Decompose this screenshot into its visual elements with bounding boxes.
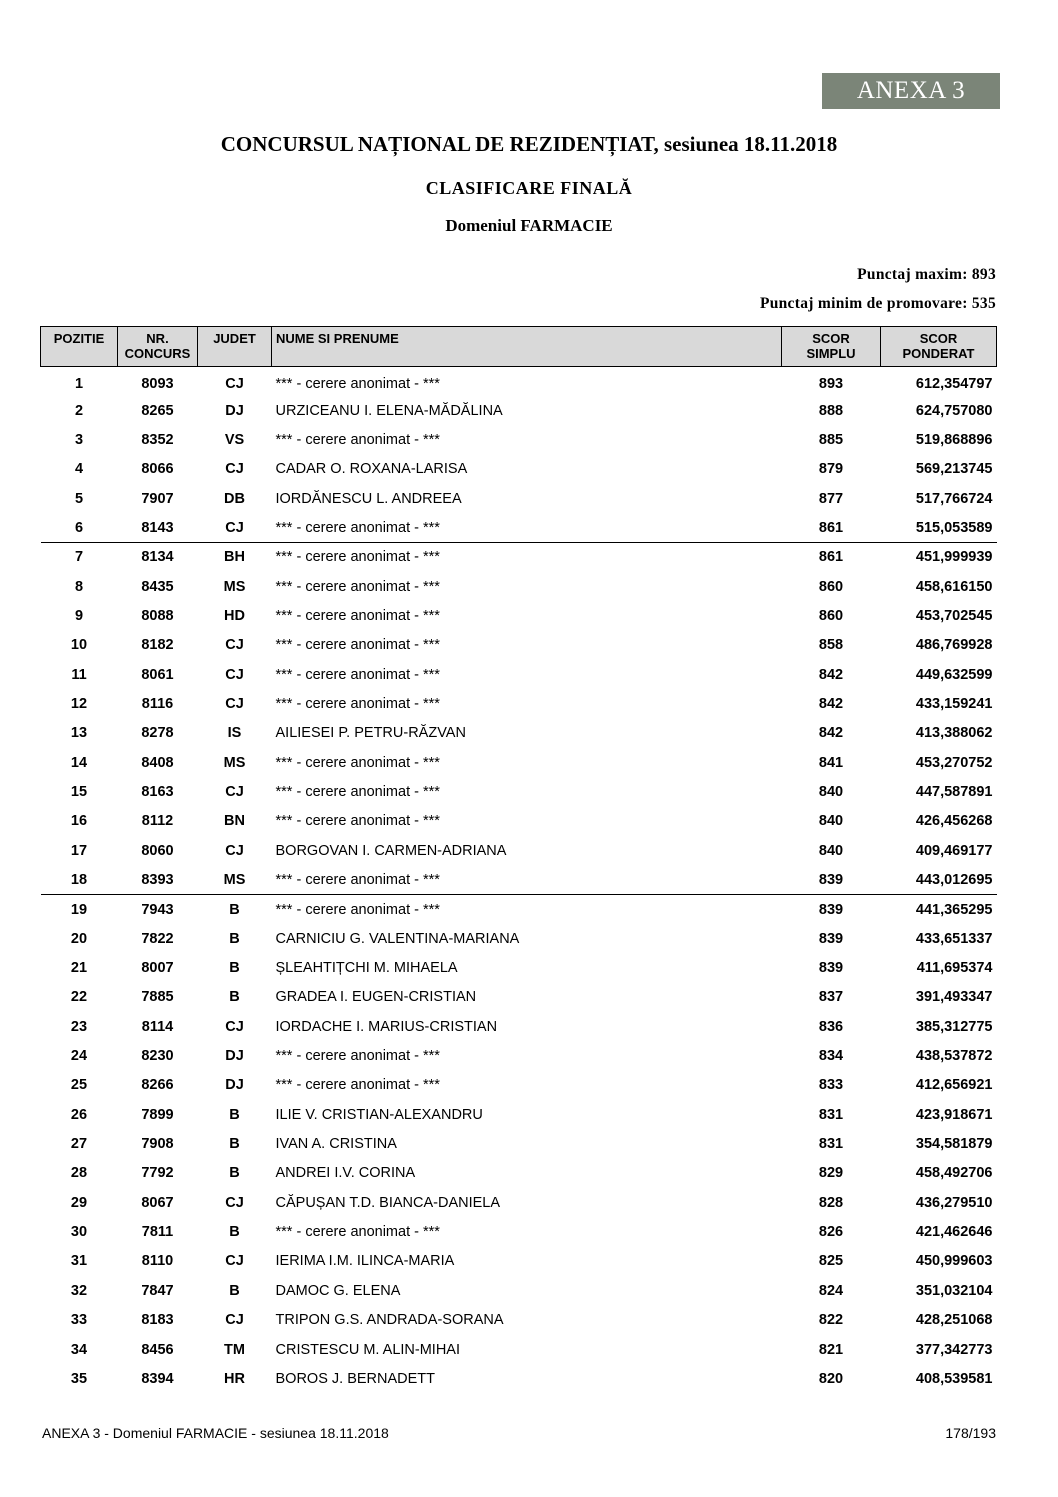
cell-position: 7 [41,543,118,572]
cell-scor-simplu: 836 [818,1018,844,1035]
cell-name: ILIE V. CRISTIAN-ALEXANDRU [275,1106,483,1123]
cell-nr-concurs: 8265 [141,402,174,419]
cell-nr-concurs: 8114 [141,1018,174,1035]
cell-scor-simplu: 861 [782,543,881,572]
cell-nr-concurs: 8093 [141,376,174,393]
cell-name: *** - cerere anonimat - *** [275,376,440,393]
table-row [41,660,997,689]
cell-position: 29 [70,1194,88,1211]
cell-nr-concurs: 8435 [141,578,174,595]
cell-scor-ponderat: 458,492706 [915,1165,993,1182]
cell-position: 9 [74,607,84,624]
table-row [41,1159,997,1188]
cell-judet: B [229,1165,240,1182]
cell-name: *** - cerere anonimat - *** [275,666,440,683]
cell-name: IERIMA I.M. ILINCA-MARIA [275,1253,455,1270]
cell-scor-ponderat: 423,918671 [915,1106,993,1123]
cell-scor-simplu: 860 [818,578,844,595]
cell-scor-simplu: 821 [818,1341,844,1358]
table-row [41,689,997,718]
cell-scor-simplu: 826 [818,1224,844,1241]
cell-judet: DJ [225,402,244,419]
table-row [41,1100,997,1129]
cell-judet: CJ [225,1312,244,1329]
cell-name: *** - cerere anonimat - *** [275,1077,440,1094]
cell-position: 27 [70,1136,88,1153]
cell-scor-simplu: 861 [818,519,844,536]
table-row [41,1276,997,1305]
cell-position: 3 [74,431,84,448]
cell-judet: BH [198,543,272,572]
cell-judet: B [229,1282,240,1299]
cell-scor-ponderat: 517,766724 [915,490,993,507]
cell-nr-concurs: 7943 [118,895,198,924]
cell-position: 32 [70,1282,88,1299]
cell-nr-concurs: 8066 [141,461,174,478]
cell-judet: CJ [225,519,244,536]
cell-scor-ponderat: 412,656921 [915,1077,993,1094]
cell-name: CADAR O. ROXANA-LARISA [275,461,468,478]
document-title: CONCURSUL NAȚIONAL DE REZIDENȚIAT, sesiunea 18.11.2018 [220,132,838,156]
cell-name: *** - cerere anonimat - *** [275,695,440,712]
min-passing-score: Punctaj minim de promovare: 535 [759,295,996,312]
table-row [41,1247,997,1276]
cell-name: *** - cerere anonimat - *** [275,578,440,595]
cell-nr-concurs: 8182 [141,637,174,654]
cell-name: *** - cerere anonimat - *** [272,543,782,572]
column-header-nume: NUME SI PRENUME [272,327,782,367]
table-header-row [41,327,997,367]
cell-position: 19 [41,895,118,924]
table-row [41,572,997,601]
cell-name: *** - cerere anonimat - *** [275,783,440,800]
cell-judet: TM [224,1341,245,1358]
cell-scor-simplu: 829 [818,1165,844,1182]
cell-judet: CJ [225,783,244,800]
cell-scor-ponderat: 449,632599 [915,666,993,683]
cell-scor-simplu: 837 [818,989,844,1006]
cell-nr-concurs: 8266 [141,1077,174,1094]
cell-nr-concurs: 8393 [141,871,174,888]
cell-judet: B [229,1136,240,1153]
cell-nr-concurs: 8060 [141,842,174,859]
cell-position: 14 [70,754,88,771]
cell-position: 33 [70,1312,88,1329]
table-row [41,1188,997,1217]
cell-name: AILIESEI P. PETRU-RĂZVAN [275,725,466,742]
cell-scor-simplu: 840 [818,813,844,830]
table-row [41,543,997,572]
cell-position: 28 [70,1165,88,1182]
cell-nr-concurs: 8230 [141,1048,174,1065]
cell-scor-simplu: 839 [818,871,844,888]
cell-nr-concurs: 7792 [141,1165,174,1182]
cell-position: 11 [71,666,87,683]
table-row [41,1217,997,1246]
cell-judet: B [229,960,240,977]
cell-scor-simplu: 888 [818,402,844,419]
cell-name: URZICEANU I. ELENA-MĂDĂLINA [275,402,503,419]
cell-nr-concurs: 8067 [141,1194,174,1211]
cell-judet: B [198,895,272,924]
cell-name: *** - cerere anonimat - *** [275,431,440,448]
cell-scor-simplu: 825 [818,1253,844,1270]
cell-name: ANDREI I.V. CORINA [275,1165,416,1182]
cell-position: 22 [70,989,88,1006]
cell-judet: CJ [225,1253,244,1270]
cell-scor-simplu: 833 [818,1077,844,1094]
page-number: 178/193 [945,1425,996,1441]
cell-judet: CJ [225,461,244,478]
cell-name: CĂPUȘAN T.D. BIANCA-DANIELA [275,1194,501,1211]
cell-position: 13 [70,725,88,742]
max-score: Punctaj maxim: 893 [857,266,996,283]
cell-scor-simplu: 885 [818,431,844,448]
cell-scor-ponderat: 453,702545 [915,607,993,624]
cell-position: 31 [70,1253,88,1270]
cell-nr-concurs: 8163 [141,783,174,800]
cell-position: 18 [70,871,88,888]
cell-position: 15 [70,783,88,800]
cell-nr-concurs: 7908 [141,1136,174,1153]
cell-scor-simplu: 820 [818,1370,844,1387]
cell-position: 26 [70,1106,88,1123]
cell-name: CRISTESCU M. ALIN-MIHAI [275,1341,460,1358]
cell-name: BOROS J. BERNADETT [275,1370,436,1387]
cell-name: GRADEA I. EUGEN-CRISTIAN [275,989,477,1006]
cell-scor-ponderat: 433,159241 [915,695,993,712]
table-row [41,513,997,542]
cell-name: *** - cerere anonimat - *** [275,637,440,654]
cell-judet: B [229,1224,240,1241]
cell-nr-concurs: 8394 [141,1370,174,1387]
cell-judet: MS [223,578,246,595]
cell-judet: CJ [225,637,244,654]
cell-name: DAMOC G. ELENA [275,1282,401,1299]
cell-nr-concurs: 7811 [141,1224,174,1241]
table-row [41,748,997,777]
cell-name: *** - cerere anonimat - *** [272,895,782,924]
document-subtitle: CLASIFICARE FINALĂ [425,178,633,198]
cell-scor-ponderat: 351,032104 [915,1282,993,1299]
cell-judet: BN [224,813,245,830]
cell-name: IVAN A. CRISTINA [275,1136,397,1153]
cell-scor-simplu: 858 [818,637,844,654]
cell-name: ȘLEAHTIȚCHI M. MIHAELA [275,960,458,977]
cell-scor-ponderat: 433,651337 [915,930,993,947]
cell-nr-concurs: 8134 [118,543,198,572]
cell-scor-ponderat: 391,493347 [915,989,993,1006]
cell-scor-ponderat: 450,999603 [915,1253,993,1270]
column-header-judet: JUDET [198,327,272,367]
cell-scor-ponderat: 385,312775 [915,1018,993,1035]
cell-position: 6 [74,519,84,536]
table-row [41,807,997,836]
cell-scor-simplu: 840 [818,783,844,800]
table-row [41,1041,997,1070]
cell-position: 35 [70,1370,88,1387]
table-body [41,367,997,1394]
cell-judet: CJ [225,842,244,859]
cell-scor-ponderat: 426,456268 [915,813,993,830]
cell-position: 34 [70,1341,88,1358]
cell-nr-concurs: 8110 [141,1253,174,1270]
cell-judet: DB [224,490,245,507]
cell-nr-concurs: 8112 [141,813,174,830]
cell-scor-ponderat: 569,213745 [915,461,993,478]
table-row [41,1364,997,1393]
cell-nr-concurs: 7885 [141,989,174,1006]
cell-judet: CJ [225,666,244,683]
table-row [41,367,997,396]
cell-judet: DJ [225,1077,244,1094]
cell-scor-simplu: 834 [818,1048,844,1065]
cell-scor-simplu: 842 [818,695,844,712]
table-row [41,895,997,924]
cell-name: *** - cerere anonimat - *** [275,607,440,624]
cell-name: *** - cerere anonimat - *** [275,1224,440,1241]
cell-position: 21 [70,960,88,977]
table-row [41,455,997,484]
cell-scor-simplu: 839 [782,895,881,924]
table-row [41,836,997,865]
cell-position: 8 [74,578,84,595]
table-row [41,484,997,513]
cell-name: IORDĂNESCU L. ANDREEA [275,490,462,507]
cell-judet: IS [227,725,242,742]
cell-nr-concurs: 8183 [141,1312,174,1329]
cell-position: 5 [74,490,84,507]
cell-nr-concurs: 8116 [141,695,174,712]
cell-scor-simplu: 893 [818,376,844,393]
cell-judet: B [229,930,240,947]
cell-scor-simplu: 828 [818,1194,844,1211]
table-row [41,601,997,630]
cell-scor-simplu: 842 [818,666,844,683]
cell-scor-ponderat: 443,012695 [915,871,993,888]
cell-position: 12 [70,695,88,712]
cell-nr-concurs: 7847 [141,1282,174,1299]
table-row [41,719,997,748]
cell-scor-ponderat: 354,581879 [915,1136,993,1153]
cell-scor-simplu: 831 [818,1136,844,1153]
cell-judet: HR [224,1370,245,1387]
cell-position: 30 [70,1224,88,1241]
cell-scor-ponderat: 408,539581 [915,1370,993,1387]
cell-scor-ponderat: 377,342773 [915,1341,993,1358]
cell-scor-simplu: 839 [818,960,844,977]
cell-judet: HD [224,607,245,624]
cell-name: CARNICIU G. VALENTINA-MARIANA [275,930,520,947]
table-row [41,1129,997,1158]
cell-nr-concurs: 7822 [141,930,174,947]
cell-judet: CJ [225,1194,244,1211]
cell-scor-ponderat: 438,537872 [915,1048,993,1065]
cell-position: 2 [74,402,84,419]
cell-nr-concurs: 8007 [141,960,174,977]
annex-badge: ANEXA 3 [822,73,1000,109]
cell-judet: B [229,1106,240,1123]
column-header-nr-concurs: NR. CONCURS [118,327,198,367]
cell-name: *** - cerere anonimat - *** [275,519,440,536]
cell-scor-ponderat: 624,757080 [915,402,993,419]
cell-position: 10 [70,637,88,654]
cell-position: 1 [74,376,84,393]
table-row [41,1306,997,1335]
cell-judet: MS [223,754,246,771]
cell-scor-ponderat: 411,695374 [916,960,993,977]
domain-label: Domeniul FARMACIE [445,216,613,235]
cell-nr-concurs: 7899 [141,1106,174,1123]
cell-judet: CJ [225,695,244,712]
cell-scor-ponderat: 436,279510 [915,1194,993,1211]
cell-scor-ponderat: 486,769928 [915,637,993,654]
column-header-pozitie: POZITIE [41,327,118,367]
cell-scor-simplu: 877 [818,490,844,507]
ranking-table [40,326,997,1394]
cell-name: *** - cerere anonimat - *** [275,754,440,771]
cell-judet: CJ [225,1018,244,1035]
cell-position: 17 [70,842,88,859]
cell-scor-ponderat: 519,868896 [915,431,993,448]
table-row [41,777,997,806]
cell-scor-ponderat: 409,469177 [915,842,993,859]
cell-judet: DJ [225,1048,244,1065]
cell-nr-concurs: 7907 [141,490,174,507]
cell-judet: VS [224,431,245,448]
cell-scor-ponderat: 421,462646 [915,1224,993,1241]
table-row [41,953,997,982]
cell-nr-concurs: 8408 [141,754,174,771]
column-header-scor-ponderat: SCOR PONDERAT [881,327,997,367]
footer-caption: ANEXA 3 - Domeniul FARMACIE - sesiunea 18.11.2018 [42,1425,389,1441]
table-row [41,396,997,425]
cell-name: *** - cerere anonimat - *** [275,871,440,888]
cell-scor-simplu: 824 [818,1282,844,1299]
table-row [41,865,997,894]
table-row [41,924,997,953]
table-row [41,1012,997,1041]
cell-scor-ponderat: 441,365295 [881,895,997,924]
cell-position: 20 [70,930,88,947]
cell-scor-ponderat: 447,587891 [915,783,993,800]
cell-position: 25 [70,1077,88,1094]
cell-name: *** - cerere anonimat - *** [275,1048,440,1065]
cell-nr-concurs: 8278 [141,725,174,742]
cell-name: *** - cerere anonimat - *** [275,813,440,830]
cell-scor-ponderat: 612,354797 [915,376,993,393]
cell-name: BORGOVAN I. CARMEN-ADRIANA [275,842,507,859]
table-row [41,1071,997,1100]
table-row [41,1335,997,1364]
cell-judet: MS [223,871,246,888]
cell-scor-ponderat: 458,616150 [915,578,993,595]
cell-position: 24 [70,1048,88,1065]
cell-scor-simplu: 839 [818,930,844,947]
cell-scor-simplu: 860 [818,607,844,624]
cell-scor-simplu: 840 [818,842,844,859]
cell-nr-concurs: 8143 [141,519,174,536]
cell-scor-ponderat: 413,388062 [915,725,993,742]
table-row [41,631,997,660]
cell-scor-simplu: 842 [818,725,844,742]
cell-position: 23 [70,1018,88,1035]
cell-nr-concurs: 8456 [141,1341,174,1358]
cell-scor-simplu: 879 [818,461,844,478]
cell-scor-simplu: 822 [818,1312,844,1329]
cell-scor-simplu: 831 [818,1106,844,1123]
cell-nr-concurs: 8061 [141,666,174,683]
cell-scor-ponderat: 451,999939 [881,543,997,572]
table-row [41,425,997,454]
cell-scor-simplu: 841 [818,754,844,771]
cell-scor-ponderat: 428,251068 [915,1312,993,1329]
cell-position: 16 [70,813,88,830]
table-row [41,983,997,1012]
cell-name: TRIPON G.S. ANDRADA-SORANA [275,1312,504,1329]
cell-nr-concurs: 8088 [141,607,174,624]
cell-judet: B [229,989,240,1006]
cell-judet: CJ [225,376,244,393]
cell-nr-concurs: 8352 [141,431,174,448]
cell-scor-ponderat: 453,270752 [915,754,993,771]
cell-position: 4 [74,461,84,478]
column-header-scor-simplu: SCOR SIMPLU [782,327,881,367]
cell-name: IORDACHE I. MARIUS-CRISTIAN [275,1018,498,1035]
cell-scor-ponderat: 515,053589 [915,519,993,536]
